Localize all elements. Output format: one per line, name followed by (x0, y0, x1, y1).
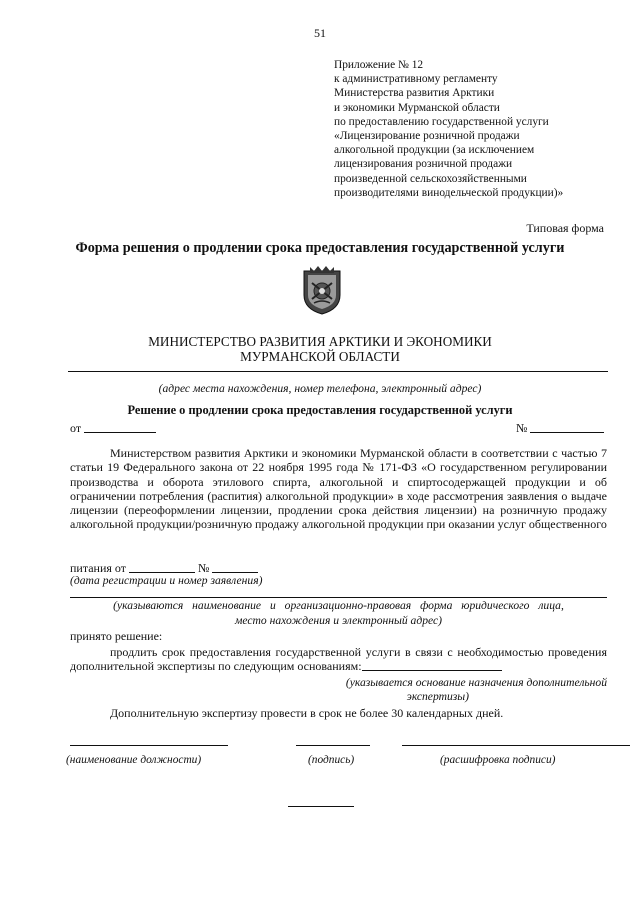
basis-blank (362, 670, 502, 671)
ministry-line-2: МУРМАНСКОЙ ОБЛАСТИ (240, 349, 400, 364)
org-caption-line-2: место нахождения и электронный адрес) (234, 614, 443, 627)
decision-number-field (516, 421, 604, 436)
from-date-blank (84, 432, 156, 433)
basis-caption-line-1: (указывается основание назначения дополнительной (345, 676, 607, 689)
body-paragraph (70, 446, 607, 532)
application-date-blank (129, 572, 195, 573)
expertise-term: Дополнительную экспертизу провести в срок не более 30 календарных дней. (110, 706, 504, 720)
appendix-line: алкогольной продукции (за исключением (334, 144, 535, 157)
decoding-line (402, 745, 630, 746)
form-title: Форма решения о продлении срока предоставления государственной услуги (75, 240, 565, 256)
extend-paragraph (70, 645, 607, 674)
date-prefix: питания от (70, 561, 127, 575)
appendix-line: Приложение № 12 (334, 59, 424, 71)
typical-form-label: Типовая форма (526, 221, 604, 235)
appendix-header (334, 58, 624, 200)
signature-line (296, 745, 370, 746)
decision-number-blank (530, 432, 604, 433)
decoding-caption: (расшифровка подписи) (440, 754, 556, 766)
from-label: от (70, 421, 82, 435)
bottom-divider (288, 806, 354, 807)
appendix-line: производителями винодельческой продукции)» (334, 186, 564, 199)
signature-caption: (подпись) (308, 754, 355, 766)
appendix-line: «Лицензирование розничной продажи (334, 130, 520, 143)
address-caption: (адрес места нахождения, номер телефона, электронный адрес) (158, 382, 482, 395)
extend-paragraph-text: продлить срок предоставления государственной услуги в связи с необходимостью проведения дополнительной экспертизы по следующим основаниям: (70, 645, 607, 674)
appendix-line: произведенной сельскохозяйственными (334, 172, 527, 185)
ministry-line-1: МИНИСТЕРСТВО РАЗВИТИЯ АРКТИКИ И ЭКОНОМИКИ (148, 334, 492, 349)
appendix-line: и экономики Мурманской области (334, 101, 500, 114)
position-line (70, 745, 228, 746)
basis-caption-line-2: экспертизы) (406, 690, 469, 703)
page-number: 51 (314, 26, 326, 40)
application-number-label: № (198, 561, 210, 575)
appendix-line: по предоставлению государственной услуги (334, 115, 549, 128)
number-label: № (516, 421, 528, 435)
body-paragraph-text: Министерством развития Арктики и экономики Мурманской области в соответствии с частью 7 статьи 19 Федерального закона от 22 ноября 1995 года № 171-ФЗ «О государственном регулировании производства и оборота этилового спирта, алкогольной и спиртосодержащей продукции и об ограничении потребления (распития) алкогольной продукции» в ходе рассмотрения заявления о выдаче лицензии (переоформлении лицензии, продлении срока действия лицензии) на розничную продажу алкогольной продукции/розничную продажу алкогольной продукции при оказании услуг общественного (70, 446, 607, 532)
basis-caption (300, 676, 607, 704)
org-caption-line-1: (указываются наименование и организационно-правовая форма юридического лица, (113, 599, 564, 612)
decision-title: Решение о продлении срока предоставления государственной услуги (127, 403, 513, 417)
date-caption: (дата регистрации и номер заявления) (70, 574, 263, 587)
appendix-line: лицензирования розничной продажи (334, 158, 513, 171)
org-caption (70, 598, 607, 628)
from-date-field (70, 421, 156, 436)
ministry-name (0, 334, 640, 364)
application-number-blank (212, 572, 258, 573)
appendix-line: к административному регламенту (334, 73, 498, 86)
appendix-line: Министерства развития Арктики (334, 87, 495, 100)
position-caption: (наименование должности) (66, 754, 202, 766)
murmansk-coat-of-arms-icon (302, 265, 342, 315)
header-divider (68, 371, 608, 372)
decided-label: принято решение: (70, 629, 163, 643)
